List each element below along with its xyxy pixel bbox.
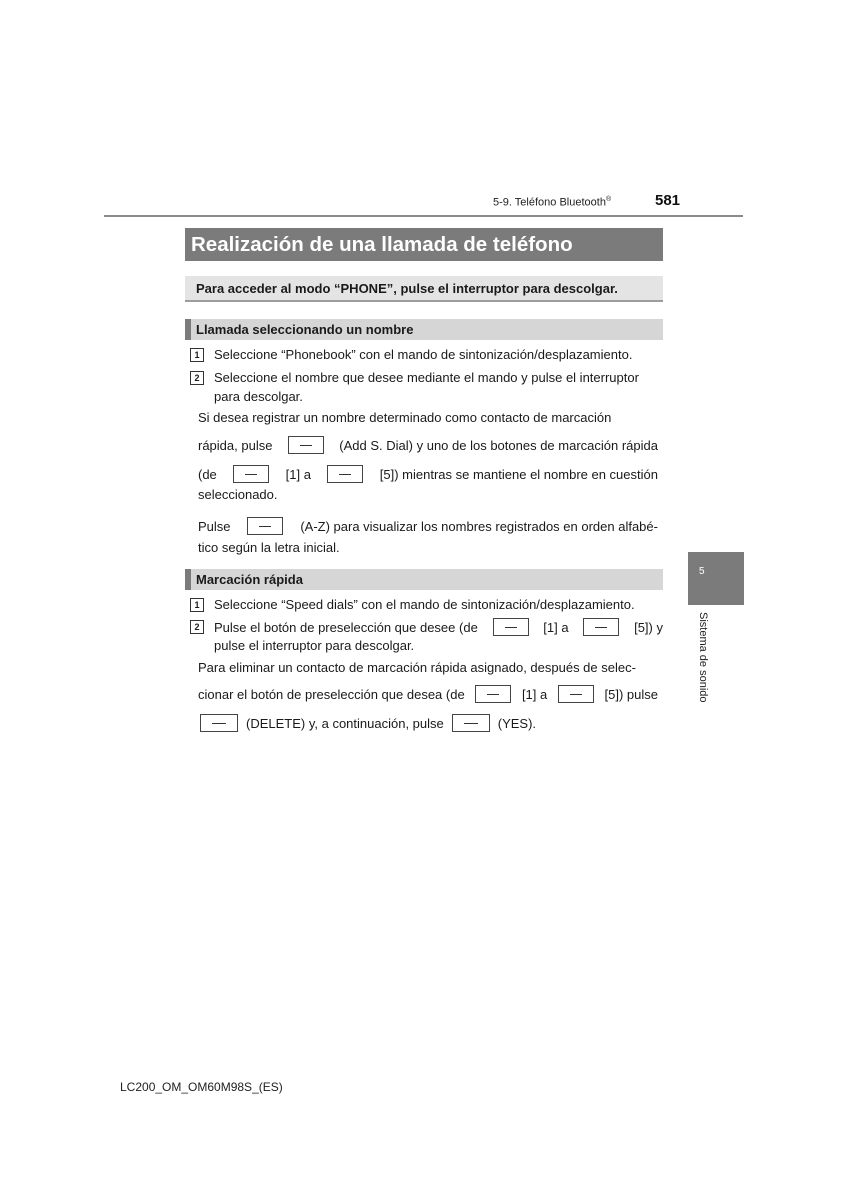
section-heading-text: Marcación rápida bbox=[196, 572, 303, 587]
preset-button-icon bbox=[493, 618, 529, 636]
preset-button-icon bbox=[288, 436, 324, 454]
note-text: [1] a bbox=[521, 686, 548, 702]
note-text: [5]) mientras se mantiene el nombre en cuestión bbox=[379, 466, 658, 482]
preset-button-icon bbox=[583, 618, 619, 636]
registered-mark: ® bbox=[605, 196, 612, 203]
note-line bbox=[198, 517, 658, 535]
note-text: rápida, pulse bbox=[198, 437, 273, 453]
note-text: Para eliminar un contacto de marcación rápida asignado, después de selec- bbox=[198, 660, 636, 675]
step-text: Seleccione el nombre que desee mediante el mando y pulse el interruptor para descolgar. bbox=[214, 370, 639, 404]
note-line bbox=[198, 540, 658, 555]
page-number: 581 bbox=[655, 192, 681, 209]
note-text: cionar el botón de preselección que desea (de bbox=[198, 686, 465, 702]
note-line bbox=[198, 660, 658, 675]
section-label-text: 5-9. Teléfono Bluetooth bbox=[493, 196, 606, 209]
header-rule bbox=[104, 215, 743, 217]
chapter-title: Sistema de sonido bbox=[697, 612, 709, 703]
step-text: Seleccione “Phonebook” con el mando de sintonización/desplazamiento. bbox=[214, 347, 633, 362]
note-text: [5]) pulse bbox=[604, 686, 658, 702]
note-text: seleccionado. bbox=[198, 487, 278, 502]
step-number-badge: 1 bbox=[190, 348, 204, 362]
step-number-badge: 2 bbox=[190, 371, 204, 385]
note-text: Si desea registrar un nombre determinado como contacto de marcación bbox=[198, 410, 612, 425]
note-text: (YES). bbox=[497, 715, 537, 731]
step-text-part: Pulse el botón de preselección que desee (de bbox=[214, 619, 478, 635]
note-text: Pulse bbox=[198, 518, 231, 534]
preset-button-icon bbox=[200, 714, 238, 732]
section-heading-speed-dial bbox=[185, 569, 663, 590]
step-text: pulse el interruptor para descolgar. bbox=[214, 638, 415, 653]
note-line bbox=[198, 487, 658, 502]
preset-button-icon bbox=[233, 465, 269, 483]
note-text: (A-Z) para visualizar los nombres registrados en orden alfabé- bbox=[300, 518, 658, 534]
note-line bbox=[200, 714, 660, 732]
note-line bbox=[198, 685, 658, 703]
note-text: (Add S. Dial) y uno de los botones de marcación rápida bbox=[339, 437, 658, 453]
chapter-number: 5 bbox=[699, 566, 705, 577]
intro-text: Para acceder al modo “PHONE”, pulse el interruptor para descolgar. bbox=[196, 281, 618, 296]
note-text: tico según la letra inicial. bbox=[198, 540, 340, 555]
step-text-part: [5]) y bbox=[634, 619, 663, 635]
section-label bbox=[493, 196, 611, 209]
preset-button-icon bbox=[452, 714, 490, 732]
note-text: (de bbox=[198, 466, 217, 482]
step-text bbox=[214, 617, 663, 637]
page-title: Realización de una llamada de teléfono bbox=[185, 228, 663, 261]
step-number-badge: 1 bbox=[190, 598, 204, 612]
preset-button-icon bbox=[247, 517, 283, 535]
preset-button-icon bbox=[475, 685, 511, 703]
section-heading-text: Llamada seleccionando un nombre bbox=[196, 322, 414, 337]
note-line bbox=[198, 410, 658, 425]
chapter-tab bbox=[688, 552, 744, 605]
note-text: (DELETE) y, a continuación, pulse bbox=[246, 715, 444, 731]
preset-button-icon bbox=[327, 465, 363, 483]
step-number-badge: 2 bbox=[190, 620, 204, 634]
step-text: Seleccione “Speed dials” con el mando de sintonización/desplazamiento. bbox=[214, 597, 635, 612]
step-text-part: [1] a bbox=[543, 619, 569, 635]
intro-box bbox=[185, 276, 663, 302]
section-heading-name-call bbox=[185, 319, 663, 340]
document-code: LC200_OM_OM60M98S_(ES) bbox=[120, 1080, 283, 1094]
note-line bbox=[198, 436, 658, 454]
note-line bbox=[198, 465, 658, 483]
note-text: [1] a bbox=[285, 466, 311, 482]
preset-button-icon bbox=[558, 685, 594, 703]
